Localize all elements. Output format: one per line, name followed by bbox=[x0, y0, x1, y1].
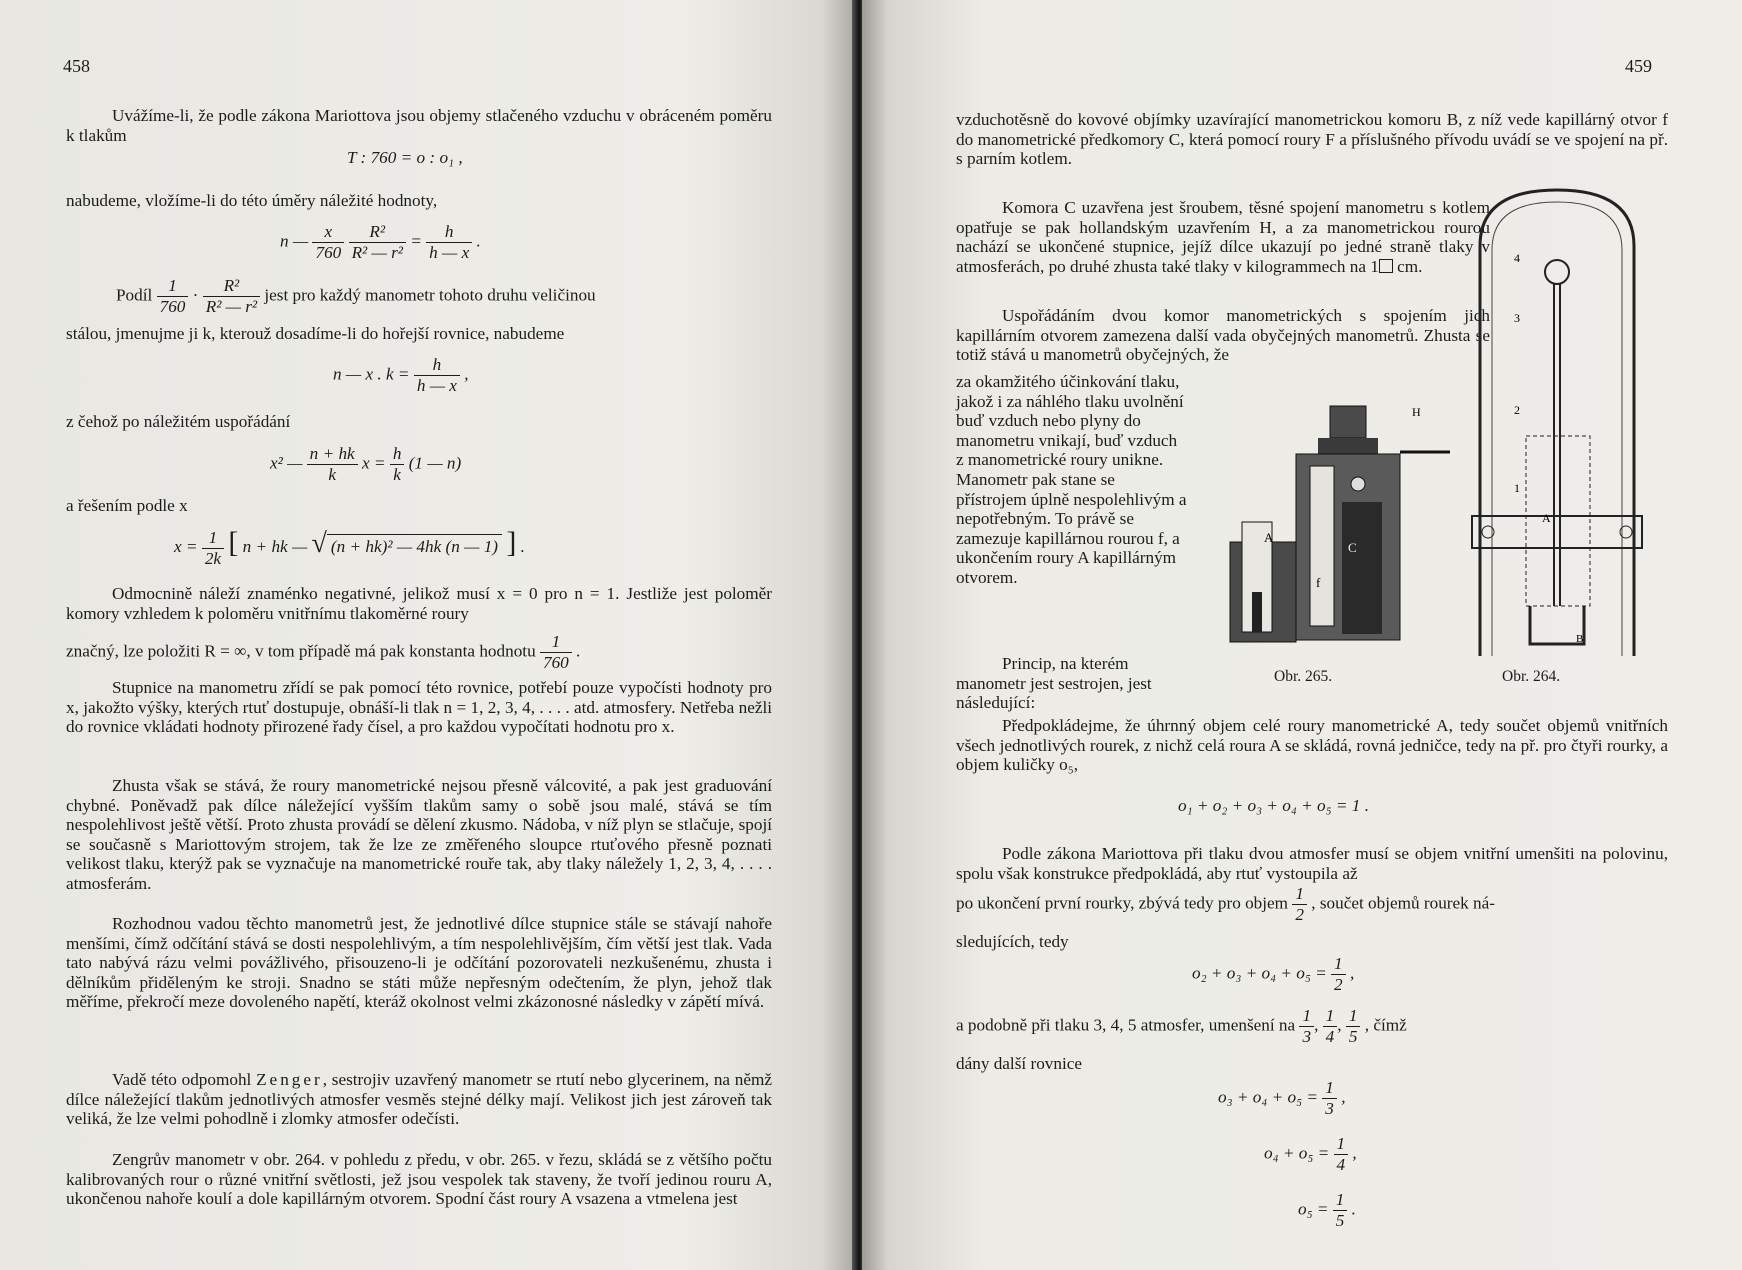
para-text: a podobně při tlaku 3, 4, 5 atmosfer, umenšení na bbox=[956, 1015, 1296, 1035]
numerator: R² bbox=[349, 222, 406, 243]
fraction bbox=[1333, 1190, 1348, 1231]
paragraph-line: a řešením podle x bbox=[66, 496, 188, 515]
numerator: n + hk bbox=[307, 444, 358, 465]
denominator: 2 bbox=[1295, 905, 1304, 924]
denominator: 4 bbox=[1336, 1155, 1346, 1174]
fraction bbox=[1292, 884, 1307, 925]
fraction bbox=[1346, 1006, 1361, 1047]
eq-term: o₂ + o₃ + o₄ + o₅ = bbox=[1192, 963, 1327, 983]
narrow-column: Princip, na kterém manometr jest sestrojen, jest následující: bbox=[956, 654, 1152, 713]
equation-r2 bbox=[1192, 954, 1354, 995]
fraction bbox=[202, 528, 224, 569]
podil-rest: jest pro každý manometr tohoto druhu veličinou bbox=[264, 285, 596, 305]
eq-term: x² — bbox=[270, 453, 303, 473]
podil-line: Podíl $\frac{1}{760}$ · $\frac{\text{R²}}{\text{R² — r²}}$ jest pro každý manometr tohoto druhu veličinou bbox=[116, 276, 596, 316]
eq-end: . bbox=[520, 537, 525, 556]
eq-end: . bbox=[1351, 1199, 1356, 1219]
numerator: x bbox=[312, 222, 344, 243]
para-text: Komora C uzavřena jest šroubem, těsné spojení manometru s kotlem opatřuje se pak hollandským uzavřením H, a za manometrickou rourou nachází se ukončené stupnice, jejíž dílce ukazují po jedné straně tlaky v atmosferách, po druhé zhusta také tlaky v kilogrammech na 1 bbox=[956, 198, 1490, 276]
fraction bbox=[1299, 1006, 1314, 1047]
para-tail: značný, lze položiti R = ∞, v tom případě má pak konstanta hodnotu bbox=[66, 641, 536, 661]
denominator: 5 bbox=[1348, 1027, 1358, 1046]
eq-sign: = bbox=[410, 231, 422, 251]
denominator: 760 bbox=[542, 653, 569, 672]
equation-5 bbox=[174, 526, 525, 569]
fraction bbox=[1334, 1134, 1349, 1175]
fraction bbox=[312, 222, 344, 263]
page-number: 459 bbox=[1625, 56, 1652, 76]
eq-end: (1 — n) bbox=[408, 453, 462, 473]
label-A: A bbox=[1264, 530, 1274, 545]
figure-caption: Obr. 265. bbox=[1274, 668, 1333, 685]
denominator: k bbox=[328, 465, 336, 484]
paragraph: Zengrův manometr v obr. 264. v pohledu z předu, v obr. 265. v řezu, skládá se z většího počtu kalibrovaných rour o různé vnitřní světlosti, jež jsou vespolek tak staveny, že tvoří jedinou rouru A, ukončenou nahoře koulí a dole kapillárným otvorem. Spodní část roury A vsazena a vtmelena jest bbox=[66, 1150, 772, 1209]
eq-term: n — x . k = bbox=[333, 364, 410, 384]
label-H: H bbox=[1412, 405, 1421, 419]
paragraph-line: stálou, jmenujme ji k, kterouž dosadíme-li do hořejší rovnice, nabudeme bbox=[66, 324, 565, 343]
eq-end: , bbox=[464, 364, 469, 384]
paragraph bbox=[956, 198, 1490, 276]
bracket-close-icon: ] bbox=[506, 526, 517, 559]
scale-label-2: 2 bbox=[1514, 403, 1520, 417]
eq-end: , bbox=[1341, 1087, 1346, 1107]
numerator: 1 bbox=[1292, 884, 1307, 905]
fraction bbox=[349, 222, 406, 263]
para-text: , součet objemů rourek ná- bbox=[1311, 893, 1496, 913]
intro-paragraph: Uvážíme-li, že podle zákona Mariottova jsou objemy stlačeného vzduchu v obráceném poměru k tlakům bbox=[66, 106, 772, 145]
label-f: f bbox=[1316, 575, 1321, 590]
numerator: 1 bbox=[1334, 1134, 1349, 1155]
scale-label-4: 4 bbox=[1514, 251, 1520, 265]
fraction bbox=[426, 222, 472, 263]
numerator: h bbox=[426, 222, 472, 243]
numerator: 1 bbox=[1299, 1006, 1314, 1027]
paragraph-line: dány další rovnice bbox=[956, 1054, 1083, 1073]
fraction bbox=[414, 355, 460, 396]
fraction bbox=[1323, 1006, 1338, 1047]
eq-term: n — bbox=[280, 231, 309, 251]
numerator: 1 bbox=[157, 276, 189, 297]
page-number: 458 bbox=[63, 56, 90, 76]
figure-265 bbox=[1210, 392, 1450, 662]
denominator: 2 bbox=[1334, 975, 1343, 994]
denominator: 760 bbox=[315, 243, 342, 262]
para-text: cm. bbox=[1397, 256, 1423, 276]
left-page bbox=[0, 0, 856, 1270]
paragraph bbox=[66, 1070, 772, 1129]
sqrt-icon: √ bbox=[311, 528, 327, 559]
fraction bbox=[307, 444, 358, 485]
paragraph: Uspořádáním dvou komor manometrických s spojením jich kapillárním otvorem zamezena další vada obyčejných manometrů. Zhusta se totiž stává u manometrů obyčejných, že bbox=[956, 306, 1490, 365]
denominator: h — x bbox=[429, 243, 470, 262]
eq-term: x = bbox=[361, 453, 386, 473]
eq-term: o₄ + o₅ = bbox=[1264, 1143, 1330, 1163]
para-end: . bbox=[576, 641, 581, 661]
narrow-column: za okamžitého účinkování tlaku, jakož i za náhlého tlaku uvolnění buď vzduch nebo plyny do manometru vnikají, buď vzduch z manometrické roury unikne. Manometr pak stane se přístrojem úplně nespolehlivým a nepotřebným. To právě se zamezuje kapillárnou rourou f, a ukončením roury A kapillárným otvorem. bbox=[956, 372, 1187, 587]
numerator: 1 bbox=[1322, 1078, 1337, 1099]
equation-r4 bbox=[1264, 1134, 1357, 1175]
denominator: 3 bbox=[1302, 1027, 1312, 1046]
numerator: 1 bbox=[1331, 954, 1346, 975]
square-symbol-icon bbox=[1379, 259, 1393, 273]
numerator: 1 bbox=[1346, 1006, 1361, 1027]
right-page bbox=[862, 0, 1742, 1270]
paragraph-line: z čehož po náležitém uspořádání bbox=[66, 412, 291, 431]
denominator: 2k bbox=[204, 548, 222, 568]
denominator: h — x bbox=[416, 376, 457, 395]
denominator: 760 bbox=[159, 297, 186, 316]
eq-term: x = bbox=[174, 537, 198, 556]
fraction bbox=[203, 276, 260, 317]
denominator: k bbox=[393, 465, 401, 484]
paragraph-line: nabudeme, vložíme-li do této úměry náležité hodnoty, bbox=[66, 191, 438, 210]
paragraph-line: a podobně při tlaku 3, 4, 5 atmosfer, umenšení na $\frac{1}{3}$ , $\frac{1}{4}$ , $\frac{1}{5}$ , čímž bbox=[956, 1006, 1407, 1046]
numerator: h bbox=[390, 444, 405, 465]
numerator: 1 bbox=[540, 632, 572, 653]
paragraph: Rozhodnou vadou těchto manometrů jest, že jednotlivé dílce stupnice stále se stávají nahoře menšími, čímž odčítání stává se dosti nespolehlivým, a tím nespolehlivějším, čím větší jest tlak. Vada tato nabývá rázu velmi povážlivého, přisouzeno-li je odčítání pozorovateli nezkušenému, zhusta i dělníkům přiděleným ke stroji. Snadno se státi může nepřesným odečtením, že plyn, jehož tlak měříme, překročí meze dovoleného napětí, kteráž okolnost velmi zkázonosné následky v zápětí mívá. bbox=[66, 914, 772, 1012]
denominator: R² — r² bbox=[205, 297, 258, 316]
person-name: Zenger bbox=[256, 1070, 323, 1089]
paragraph: Zhusta však se stává, že roury manometrické nejsou přesně válcovité, a pak jest graduování chybné. Poněvadž pak dílce náležející vyšším tlakům samy o sobě jsou malé, stává se tím nespolehlivost ještě větší. Proto zhusta provádí se dělení zkusmo. Nádoba, v níž plyn se stlačuje, spojí se současně s Mariottovým strojem, tak že lze ze změřeného sloupce rtuťového přesně poznati velikost tlaku, kterýž pak se vyznačuje na manometrické rouře tak, aby tlaky náležely 1, 2, 3, 4, . . . . atmosferám. bbox=[66, 776, 772, 893]
paragraph-line bbox=[956, 884, 1668, 925]
equation-3 bbox=[333, 355, 469, 396]
numerator: 1 bbox=[1333, 1190, 1348, 1211]
equation-r1: o₁ + o₂ + o₃ + o₄ + o₅ = 1 . bbox=[1178, 796, 1369, 815]
numerator: 1 bbox=[1323, 1006, 1338, 1027]
paragraph: Podle zákona Mariottova při tlaku dvou atmosfer musí se objem vnitřní umenšiti na polovinu, spolu však konstrukce předpokládá, aby rtuť vystoupila až bbox=[956, 844, 1668, 883]
numerator: 1 bbox=[202, 528, 224, 549]
eq-term: o₅ = bbox=[1298, 1199, 1329, 1219]
numerator: h bbox=[414, 355, 460, 376]
podil-word: Podíl bbox=[116, 285, 153, 305]
denominator: 4 bbox=[1325, 1027, 1335, 1046]
figure-caption: Obr. 264. bbox=[1502, 668, 1561, 685]
label-A: A bbox=[1542, 511, 1551, 525]
eq-end: , bbox=[1349, 963, 1355, 983]
paragraph: Stupnice na manometru zřídí se pak pomocí této rovnice, potřebí pouze vypočísti hodnoty pro x, jakožto výšky, kterých rtuť dostupuje, obnáší-li tlak n = 1, 2, 3, 4, . . . . atd. atmosfery. Netřeba nežli do rovnice vkládati hodnoty přirozené řady čísel, a pro každou vypočítati hodnotu pro x. bbox=[66, 678, 772, 737]
eq-term: o₃ + o₄ + o₅ = bbox=[1218, 1087, 1318, 1107]
fraction bbox=[540, 632, 572, 673]
bracket-open-icon: [ bbox=[228, 526, 239, 559]
paragraph-line bbox=[66, 632, 772, 673]
denominator: 5 bbox=[1335, 1211, 1345, 1230]
equation-4 bbox=[270, 444, 461, 485]
fraction bbox=[1322, 1078, 1337, 1119]
paragraph: vzduchotěsně do kovové objímky uzavírající manometrickou komoru B, z níž vede kapillárný otvor f do manometrické předkomory C, která pomocí roury F a příslušného přívodu uvádí se ve spojení na př. s parním kotlem. bbox=[956, 110, 1668, 169]
paragraph: Odmocnině náleží znaménko negativné, jelikož musí x = 0 pro n = 1. Jestliže jest poloměr komory vzhledem k poloměru vnitřnímu tlakoměrné roury bbox=[66, 584, 772, 623]
denominator: 3 bbox=[1325, 1099, 1334, 1118]
equation-r3 bbox=[1218, 1078, 1345, 1119]
label-B: B bbox=[1576, 633, 1584, 645]
paragraph-line: sledujících, tedy bbox=[956, 932, 1069, 951]
eq-term: n + hk — bbox=[242, 537, 308, 556]
label-C: C bbox=[1348, 540, 1357, 555]
eq-end: , bbox=[1352, 1143, 1357, 1163]
equation-r5 bbox=[1298, 1190, 1356, 1231]
para-text: Vadě této odpomohl bbox=[112, 1070, 252, 1089]
equation-2 bbox=[280, 222, 481, 263]
paragraph: Předpokládejme, že úhrnný objem celé roury manometrické A, tedy součet objemů vnitřních všech jednotlivých rourek, z nichž celá roura A se skládá, rovná jedničce, tedy na př. pro čtyři rourky, a objem kuličky o₅, bbox=[956, 716, 1668, 775]
figure-264 bbox=[1412, 186, 1660, 662]
denominator: R² — r² bbox=[351, 243, 403, 262]
para-text: , čímž bbox=[1364, 1015, 1407, 1035]
equation-1: T : 760 = o : o₁ , bbox=[347, 148, 463, 167]
eq-end: . bbox=[476, 231, 481, 251]
sqrt-radicand: (n + hk)² — 4hk (n — 1) bbox=[327, 534, 502, 558]
para-text: , sestrojiv uzavřený manometr se rtutí nebo glycerinem, na němž dílce náležející tlakům jednotlivých atmosfer vesměs stejné délky mají. Velikost jich jest zároveň tak veliká, že lze velmi pohodlně i zlomky atmosfer odečísti. bbox=[66, 1070, 772, 1129]
para-text: po ukončení první rourky, zbývá tedy pro objem bbox=[956, 893, 1289, 913]
fraction bbox=[157, 276, 189, 317]
scale-label-1: 1 bbox=[1514, 481, 1520, 495]
fraction bbox=[1331, 954, 1346, 995]
numerator: R² bbox=[203, 276, 260, 297]
scale-label-3: 3 bbox=[1514, 311, 1520, 325]
fraction bbox=[390, 444, 405, 485]
